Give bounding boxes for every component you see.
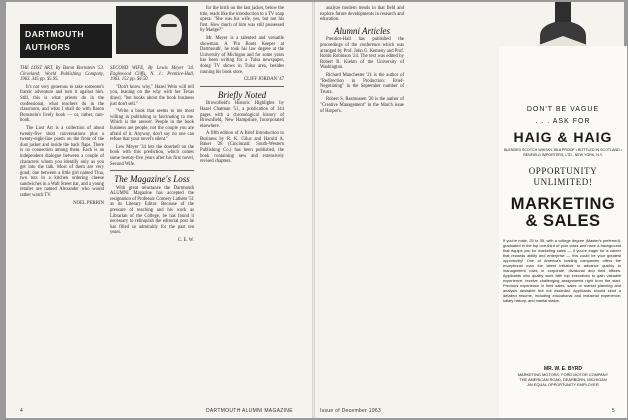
review1-signature: NOEL PERRIN [73, 200, 104, 206]
column4-paragraph: Robert S. Rasmussen '30 is the author of "Creative Management" in the March issue of Harper's. [320, 97, 404, 114]
folio-magazine: DARTMOUTH ALUMNI MAGAZINE [206, 408, 293, 414]
section-rule [200, 86, 284, 87]
review2-lead: SECOND WIFE, By Lewis Meyer '34. Englewood Cliffs, N. J.: Prentice-Hall, 1963. 152 pp. $4.50. [110, 66, 194, 83]
column3-paragraph: for the hitch on the last jacket, below the title, reads like the introduction to a TV soap opera: "She was his wife, yes, but not his first. How much of him was still possessed by Madge?" [200, 6, 284, 34]
marketing-line: MARKETING [510, 195, 616, 213]
opportunity-heading: OPPORTUNITY UNLIMITED! [528, 166, 598, 187]
ad-contact-line: MARKETING MOTORS, FORD MOTOR COMPANY [517, 372, 609, 377]
magazines-loss-title: The Magazine's Loss [114, 174, 190, 185]
ad-contact-block [499, 366, 627, 387]
book-cover-photo [116, 6, 188, 54]
sales-line: & SALES [525, 212, 601, 230]
folio-left: 4 [20, 408, 24, 414]
dartmouth-authors-header: DARTMOUTH AUTHORS [20, 24, 112, 58]
column3-paragraph: Mr. Meyer is a talented and versatile showman. A 'Pin Boots Keeper at Dartmouth', he took his law degree at the University of Michigan and for some years has been writing for a Tulsa newspaper, doing TV shows in Tulsa area, besides running his book store. [200, 35, 284, 75]
ad-tagline-1: DON'T BE VAGUE [526, 106, 600, 113]
column4-paragraph: Prentice-Hall has published the proceedings of the conference which was arranged by Prof. John G. Kemeny and Prof. Robin Robinson '24. The text was edited by Robert B. Kiehm of the University of Washington. [320, 37, 404, 71]
review1-lead: THE LOST ART, By Baron Bornstein '53. Cleveland: World Publishing Company, 1963. 345 pp. $5.95. [20, 66, 104, 83]
briefly-noted-title: Briefly Noted [217, 89, 267, 100]
review1-column [20, 66, 104, 206]
folio-right: 5 [612, 408, 616, 414]
ad-contact-name: MR. W. E. BYRD [543, 366, 583, 372]
advertisement-panel [499, 46, 627, 418]
ad-contact-line: THE AMERICAN ROAD, DEARBORN, MICHIGAN [519, 377, 607, 382]
column4-paragraph: Richard Manchester '21 is the author of "Redirection in Production: Brief-Negotiating" in the September number of Trusts. [320, 72, 404, 95]
review-column-3 [200, 6, 284, 167]
magazine-spread [6, 2, 624, 418]
marketing-sales-heading [499, 196, 627, 230]
ad-brand: HAIG & HAIG [513, 129, 613, 145]
section-rule [110, 170, 194, 171]
clipp-signature: CLIFF JORDAN '47 [243, 77, 284, 83]
articles-column [320, 6, 404, 116]
review2-paragraph: "Don't know why," Hazel Wein will tell you, leaning on the why with her Texas drawl, "but books about the book business just don't sell." [110, 84, 194, 107]
alumni-articles-title: Alumni Articles [333, 25, 391, 36]
magazines-loss-text: With great reluctance the Dartmouth ALUMNI Magazine has accepted the resignation of Professor Cornery Lathem '51 as its Literary Editor. Because of the pressure of teaching and his work as Librarian of the College, he has found it necessary to relinquish the editorial post he has filled so admirably for the past ten years. [110, 185, 194, 236]
ad-tagline-2: . . . ASK FOR [535, 118, 591, 125]
page-gutter [312, 2, 315, 418]
ad-contact-line: AN EQUAL OPPORTUNITY EMPLOYER [527, 382, 599, 387]
review2-column [110, 66, 194, 244]
loss-signature: C. E. W. [177, 238, 194, 244]
review1-paragraph: The Lost Art is a collection of about twenty-five short conversations plus a twenty-eight-line poem on the front of the dust jacket and inside the back flaps. There is no connection among them. Each is an independent dialogue between a couple of characters whom you identify only as you get into the talk. Most of them are very good; one between a little girl named Tina, two tots in a kitchen ordering cheese sandwiches in a Wall Street bar, and a young retailer are named Alexander who would rather watch TV. [20, 125, 104, 199]
briefly-paragraph: Brownfield's Historic Highlights by Hazel Chatman '51, a publication of 144 pages with a chronological history of Brownfield, New Hampshire, Incorporated elsewhere. [200, 101, 284, 129]
ad-body-text: If you're male, 25 to 35, with a college degree (Master's preferred), graduated in the top one-third of your class and have a background that equips you for marketing sales — if you're eager for a career that rewards ability and enterprise — this could be your greatest opportunity! One of America's leading companies offers the exceptional man the latest initiative to advance quickly to management roles in corporate, divisional and field offices. Applicants who qualify work with top executives to gain valuable experience; receive challenging assignments right from the start. Previous experience in field sales, sales or market planning and analysis desirable but not essential. Applicants should send a detailed resume, including educational and industrial experience; salary history; and marital status. [503, 238, 621, 303]
review1-paragraph: It's not very generous to take someone's frantic adventure and turn it against him. Still, this is what priests do in the confessional, what teachers do in the classroom, and what I shall do with Baron Bornstein's lively book — or, rather, non-book. [20, 84, 104, 124]
column4-top: analyze modern trends in that field and explore future developments in research and education. [320, 6, 404, 23]
folio-issue: Issue of December 1963 [320, 408, 382, 414]
briefly-paragraph: A fifth edition of A Brief Introduction to Business by R. K. Gilus and Harold A. Baker '28 (Cincinnati: South-Western Publishing Co.) has been published, the book containing new and extensively revised chapters. [200, 131, 284, 165]
review2-paragraph: "Write a book that seems to me most willing in publishing is fascinating to me. Which is the answer. People in the book business are people, not the couple you are afraid of it. Anyway, don't say no one can refuse that your novel's silent." [110, 109, 194, 143]
review2-paragraph: Lew Meyer '34 lets the doorbell on the book with this prediction, which comes some twenty-five years after his first novel, Second Wife. [110, 144, 194, 167]
ad-fine-print: BLENDED SCOTCH WHISKY, 86.8 PROOF • BOTTLED IN SCOTLAND • RENFIELD IMPORTERS, LTD., NEW YORK, N.Y. [504, 148, 622, 157]
